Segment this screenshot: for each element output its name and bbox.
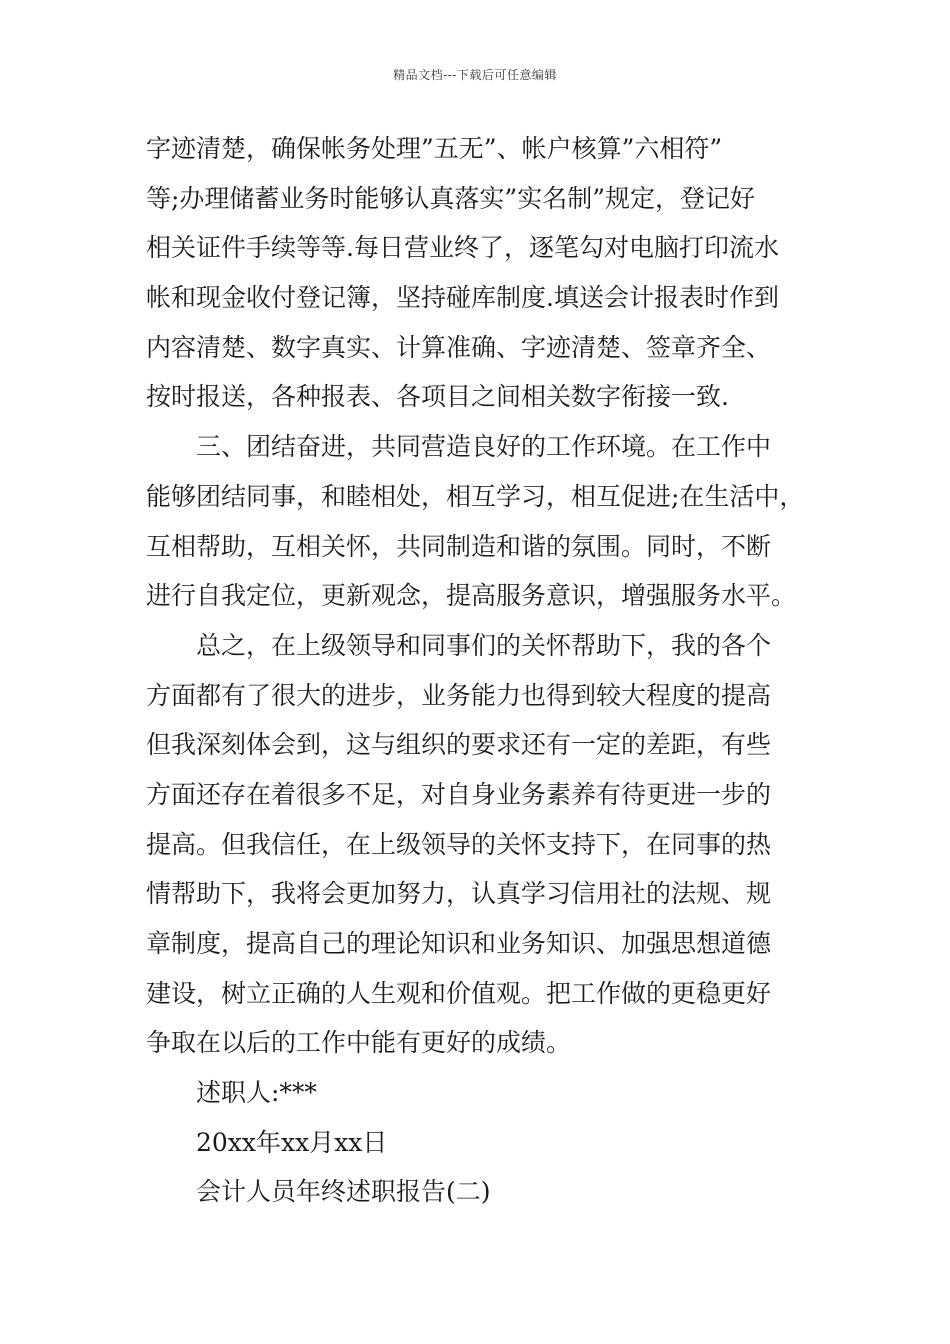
text-line: 相关证件手续等等.每日营业终了，逐笔勾对电脑打印流水 [146, 233, 779, 263]
text-line: 方面还存在着很多不足，对自身业务素养有待更进一步的 [146, 779, 772, 809]
text-line: 内容清楚、数字真实、计算准确、字迹清楚、签章齐全、 [146, 332, 772, 362]
text-line: 互相帮助，互相关怀，共同制造和谐的氛围。同时，不断 [146, 531, 772, 561]
text-line: 字迹清楚，确保帐务处理”五无”、帐户核算”六相符” [146, 134, 723, 163]
page-header: 精品文档---下载后可任意编辑 [393, 68, 557, 82]
text-line: 方面都有了很大的进步，业务能力也得到较大程度的提高 [146, 680, 772, 710]
text-line: 提高。但我信任，在上级领导的关怀支持下，在同事的热 [146, 829, 772, 859]
text-line: 争取在以后的工作中能有更好的成绩。 [146, 1028, 572, 1058]
text-line: 能够团结同事，和睦相处，相互学习，相互促进;在生活中， [146, 481, 805, 511]
text-line: 进行自我定位，更新观念，提高服务意识，增强服务水平。 [146, 581, 797, 611]
text-line: 建设，树立正确的人生观和价值观。把工作做的更稳更好 [146, 978, 772, 1008]
text-line: 章制度，提高自己的理论知识和业务知识、加强思想道德 [146, 929, 772, 958]
text-line: 帐和现金收付登记簿，坚持碰库制度.填送会计报表时作到 [146, 283, 779, 313]
signature-line: 述职人:*** [196, 1078, 317, 1108]
text-line: 情帮助下，我将会更加努力，认真学习信用社的法规、规 [146, 879, 772, 909]
conclusion-paragraph-start: 总之，在上级领导和同事们的关怀帮助下，我的各个 [196, 630, 772, 660]
section-heading-paragraph: 三、团结奋进，共同营造良好的工作环境。在工作中 [196, 432, 772, 462]
document-body [146, 124, 808, 1217]
next-report-title: 会计人员年终述职报告(二) [196, 1177, 491, 1207]
date-line: 20xx年xx月xx日 [196, 1127, 388, 1157]
text-line: 等;办理储蓄业务时能够认真落实”实名制”规定，登记好 [146, 183, 755, 213]
text-line: 按时报送，各种报表、各项目之间相关数字衔接一致. [146, 382, 729, 412]
text-line: 但我深刻体会到，这与组织的要求还有一定的差距，有些 [146, 730, 772, 760]
